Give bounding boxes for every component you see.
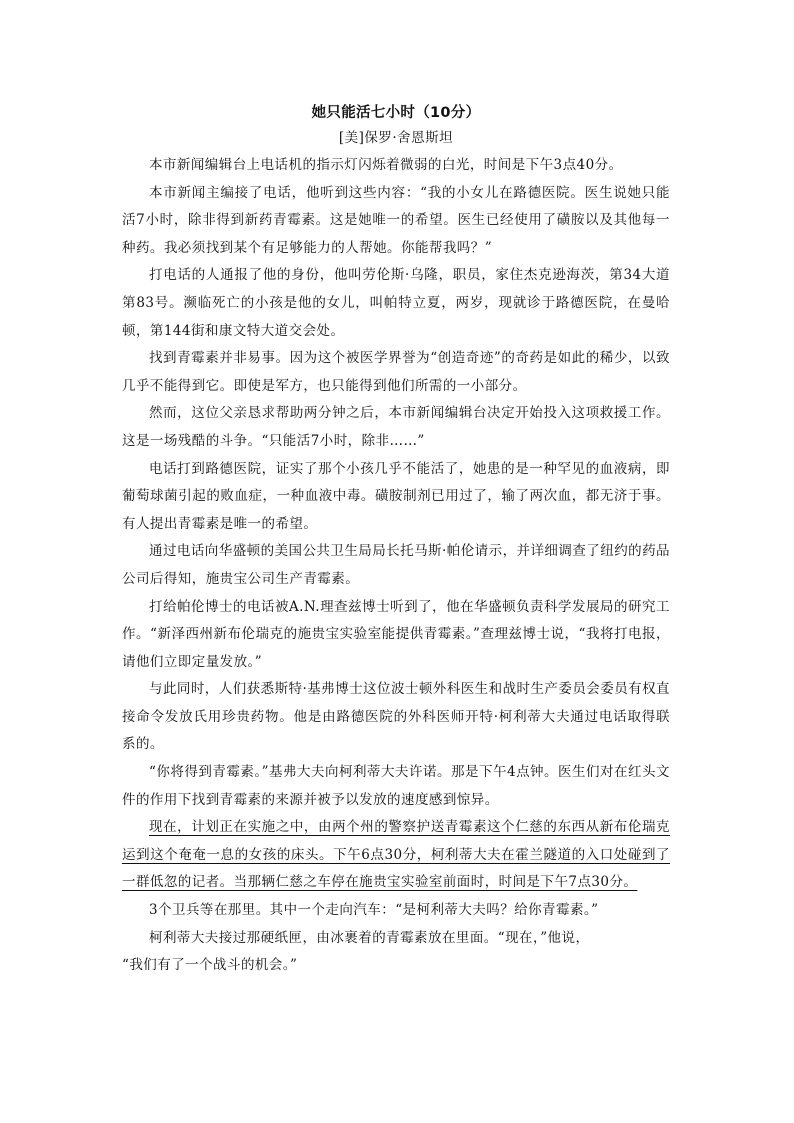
paragraph: 然而，这位父亲恳求帮助两分钟之后，本市新闻编辑台决定开始投入这项救援工作。这是一场残酷的斗争。“只能活7小时，除非……” (122, 405, 670, 449)
underlined-paragraph (122, 814, 670, 897)
paragraph: 3个卫兵等在那里。其中一个走向汽车：“是柯利蒂大夫吗？给你青霉素。” (149, 902, 599, 919)
paragraph: 与此同时，人们获悉斯特·基弗博士这位波士顿外科医生和战时生产委员会委员有权直接命令发放氏用珍贵药物。他是由路德医院的外科医师开特·柯利蒂大夫通过电话取得联系的。 (122, 681, 670, 753)
paragraph: “我们有了一个战斗的机会。” (122, 957, 298, 974)
paragraph: 本市新闻主编接了电话，他听到这些内容：“我的小女儿在路德医院。医生说她只能活7小时，除非得到新药青霉素。这是她唯一的希望。医生已经使用了磺胺以及其他每一种药。我必须找到某个有足够能力的人帮她。你能帮我吗？” (122, 184, 670, 256)
paragraph: 电话打到路德医院，证实了那个小孩几乎不能活了，她患的是一种罕见的血液病，即葡萄球菌引起的败血症，一种血液中毒。磺胺制剂已用过了，输了两次血，都无济于事。有人提出青霉素是唯一的希望。 (122, 460, 670, 532)
paragraph: 打电话的人通报了他的身份，他叫劳伦斯·乌隆，职员，家住杰克逊海茨，第34大道第83号。濒临死亡的小孩是他的女儿，叫帕特立夏，两岁，现就诊于路德医院，在曼哈顿，第144街和康文特大道交会处。 (122, 267, 670, 339)
paragraph: 通过电话向华盛顿的美国公共卫生局局长托马斯·帕伦请示，并详细调查了纽约的药品公司后得知，施贵宝公司生产青霉素。 (122, 543, 670, 587)
paragraph: 打给帕伦博士的电话被A.N.理查兹博士听到了，他在华盛顿负责科学发展局的研究工作。“新泽西州新布伦瑞克的施贵宝实验室能提供青霉素。”查理兹博士说，“我将打电报，请他们立即定量发放。” (122, 598, 670, 670)
paragraph: 柯利蒂大夫接过那硬纸匣，由冰裹着的青霉素放在里面。“现在，”他说， (149, 929, 590, 946)
paragraph: “你将得到青霉素。”基弗大夫向柯利蒂大夫许诺。那是下午4点钟。医生们对在红头文件的作用下找到青霉素的来源并被予以发放的速度感到惊异。 (122, 764, 670, 808)
paragraph: 找到青霉素并非易事。因为这个被医学界誉为“创造奇迹”的奇药是如此的稀少，以致几乎不能得到它。即使是军方，也只能得到他们所需的一小部分。 (122, 350, 670, 394)
paragraph: 本市新闻编辑台上电话机的指示灯闪烁着微弱的白光，时间是下午3点40分。 (149, 157, 623, 173)
article-title: 她只能活七小时（10分） (311, 105, 481, 121)
underlined-passage: 现在，计划正在实施之中，由两个州的警察护送青霉素这个仁慈的东西从新布伦瑞克运到这个奄奄一息的女孩的床头。下午6点30分，柯利蒂大夫在霍兰隧道的入口处碰到了一群低忽的记者。当那辆仁慈之车停在施贵宝实验室前面时，时间是下午7点30分。 (122, 819, 670, 891)
document-page (122, 100, 670, 980)
article-author: [美]保罗·舍恩斯坦 (338, 130, 454, 146)
